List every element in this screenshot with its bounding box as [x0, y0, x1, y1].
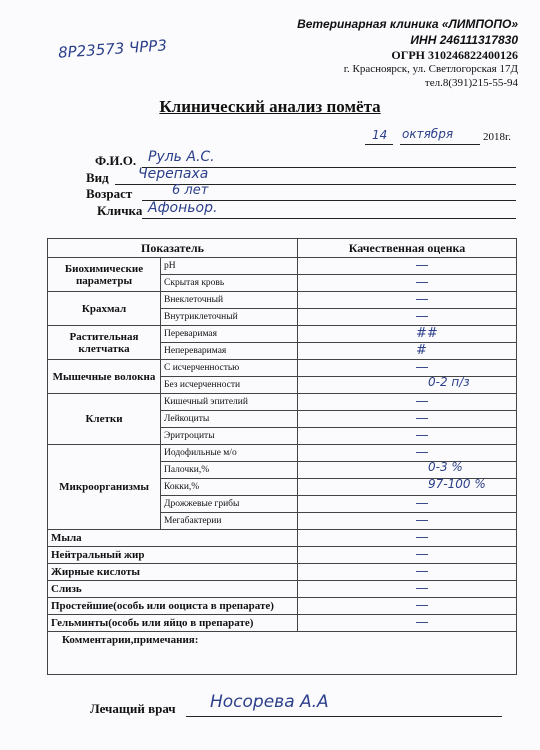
group-name: Клетки	[48, 394, 161, 445]
clinic-phone: тел.8(391)215-55-94	[424, 77, 518, 89]
assessment-cell	[298, 343, 517, 360]
table-row	[48, 530, 517, 547]
dash-mark	[416, 418, 428, 419]
owner-label: Ф.И.О.	[95, 153, 137, 168]
table-row	[48, 292, 517, 309]
handwritten-code: 8P23573 ЧРР3	[57, 36, 168, 62]
full-row-label: Мыла	[48, 530, 298, 547]
table-row	[48, 360, 517, 377]
dash-mark	[416, 265, 428, 266]
full-row-label: Жирные кислоты	[48, 564, 298, 581]
assessment-cell	[298, 445, 517, 462]
column-header-indicator: Показатель	[48, 239, 298, 258]
clinic-inn: ИНН 246111317830	[410, 33, 518, 47]
assessment-cell	[298, 309, 517, 326]
indicator-label: Иодофильные м/о	[161, 445, 298, 462]
assessment-value: ##	[416, 326, 438, 341]
assessment-cell	[298, 530, 517, 547]
full-row-label: Простейшие(особь или ооциста в препарате)	[48, 598, 298, 615]
table-row	[48, 581, 517, 598]
dash-mark	[416, 520, 428, 521]
dash-mark	[416, 401, 428, 402]
assessment-cell	[298, 496, 517, 513]
assessment-cell	[298, 598, 517, 615]
indicator-label: Скрытая кровь	[161, 275, 298, 292]
indicator-label: Палочки,%	[161, 462, 298, 479]
dash-mark	[416, 588, 428, 589]
age-value: 6 лет	[172, 183, 209, 198]
dash-mark	[416, 316, 428, 317]
group-name: Мышечные волокна	[48, 360, 161, 394]
assessment-cell	[298, 326, 517, 343]
group-name: Микроорганизмы	[48, 445, 161, 530]
indicator-label: Внеклеточный	[161, 292, 298, 309]
indicator-label: Кишечный эпителий	[161, 394, 298, 411]
dash-mark	[416, 537, 428, 538]
table-row	[48, 258, 517, 275]
indicator-label: Кокки,%	[161, 479, 298, 496]
indicator-label: pH	[161, 258, 298, 275]
indicator-label: Дрожжевые грибы	[161, 496, 298, 513]
clinic-name: Ветеринарная клиника «ЛИМПОПО»	[297, 17, 518, 31]
indicator-label: С исчерченностью	[161, 360, 298, 377]
assessment-value: 0-3 %	[428, 460, 463, 474]
indicator-label: Внутриклеточный	[161, 309, 298, 326]
dash-mark	[416, 367, 428, 368]
dash-mark	[416, 571, 428, 572]
dash-mark	[416, 435, 428, 436]
dash-mark	[416, 622, 428, 623]
assessment-cell	[298, 462, 517, 479]
date-year: 2018г.	[483, 131, 512, 143]
species-value: Черепаха	[138, 166, 209, 182]
assessment-cell	[298, 479, 517, 496]
indicator-label: Без исчерченности	[161, 377, 298, 394]
assessment-value: 0-2 п/з	[428, 375, 470, 389]
date-day: 14	[372, 128, 388, 142]
comments-label: Комментарии,примечания:	[48, 632, 517, 675]
table-row	[48, 394, 517, 411]
clinic-ogrn: ОГРН 310246822400126	[391, 48, 518, 62]
group-name: Биохимические параметры	[48, 258, 161, 292]
assessment-cell	[298, 513, 517, 530]
indicator-label: Эритроциты	[161, 428, 298, 445]
species-label: Вид	[86, 170, 109, 185]
page-title: Клинический анализ помёта	[159, 97, 381, 116]
dash-mark	[416, 452, 428, 453]
date-month: октября	[402, 127, 454, 141]
table-row	[48, 326, 517, 343]
assessment-cell	[298, 292, 517, 309]
table-row	[48, 564, 517, 581]
age-label: Возраст	[86, 186, 133, 201]
table-row	[48, 547, 517, 564]
assessment-cell	[298, 564, 517, 581]
group-name: Растительная клетчатка	[48, 326, 161, 360]
name-label: Кличка	[97, 203, 143, 218]
table-row	[48, 445, 517, 462]
owner-value: Руль А.С.	[148, 149, 215, 165]
date-line	[360, 127, 512, 150]
indicator-label: Лейкоциты	[161, 411, 298, 428]
full-row-label: Гельминты(особь или яйцо в препарате)	[48, 615, 298, 632]
assessment-cell	[298, 377, 517, 394]
column-header-assessment: Качественная оценка	[298, 239, 517, 258]
dash-mark	[416, 282, 428, 283]
assessment-cell	[298, 258, 517, 275]
full-row-label: Слизь	[48, 581, 298, 598]
assessment-cell	[298, 360, 517, 377]
comments-row	[48, 632, 517, 675]
assessment-cell	[298, 547, 517, 564]
doctor-label: Лечащий врач	[90, 701, 176, 716]
clinic-address: г. Красноярск, ул. Светлогорская 17Д	[343, 63, 518, 75]
assessment-value: 97-100 %	[428, 477, 486, 491]
table-row	[48, 615, 517, 632]
dash-mark	[416, 554, 428, 555]
assessment-cell	[298, 615, 517, 632]
assessment-cell	[298, 411, 517, 428]
indicator-label: Переваримая	[161, 326, 298, 343]
dash-mark	[416, 605, 428, 606]
assessment-cell	[298, 428, 517, 445]
assessment-cell	[298, 394, 517, 411]
analysis-table	[47, 238, 517, 675]
doctor-signature: Носорева А.А	[210, 692, 329, 712]
assessment-value: #	[416, 343, 427, 358]
dash-mark	[416, 503, 428, 504]
assessment-cell	[298, 581, 517, 598]
group-name: Крахмал	[48, 292, 161, 326]
full-row-label: Нейтральный жир	[48, 547, 298, 564]
dash-mark	[416, 299, 428, 300]
assessment-cell	[298, 275, 517, 292]
indicator-label: Мегабактерии	[161, 513, 298, 530]
name-value: Афоньор.	[148, 200, 218, 216]
indicator-label: Непереваримая	[161, 343, 298, 360]
table-row	[48, 598, 517, 615]
